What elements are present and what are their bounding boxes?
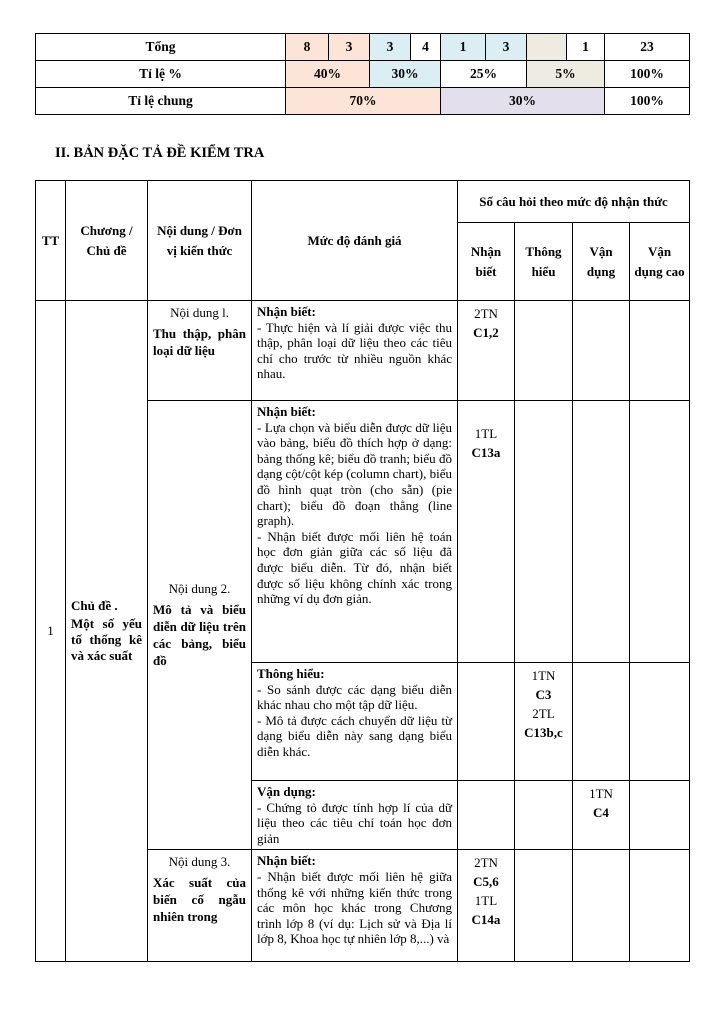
- count-van-dung-cao: [630, 850, 690, 962]
- spec-header-row-1: [36, 181, 690, 223]
- count-thong-hieu: [515, 850, 573, 962]
- noidung-1-intro: Nội dung l.: [170, 305, 229, 320]
- summary-cell: 100%: [605, 88, 690, 115]
- count-van-dung: [573, 663, 630, 781]
- count-type: 2TN: [474, 855, 498, 871]
- count-thong-hieu: [515, 663, 573, 781]
- count-van-dung: [573, 781, 630, 850]
- summary-cell: 30%: [370, 61, 441, 88]
- summary-table: [35, 33, 690, 115]
- summary-label-tong: Tổng: [36, 34, 286, 61]
- header-tt: TT: [36, 181, 66, 301]
- count-questions: C14a: [471, 911, 501, 927]
- count-van-dung-cao: [630, 781, 690, 850]
- summary-cell: [527, 34, 567, 61]
- assessment-para: - Nhận biết được mối liên hệ giữa thống kê với những kiến thức trong các môn học khác trong Chương trình lớp 8 (ví dụ: Lịch sử và Địa lí lớp 8, Khoa học tự nhiên lớp 8,...) và: [257, 868, 452, 947]
- count-type: 1TN: [589, 786, 613, 801]
- assessment-para: - Chứng tỏ được tính hợp lí của dữ liệu theo các tiêu chí toán học đơn giản: [257, 799, 452, 846]
- count-type: 2TL: [532, 705, 555, 721]
- count-questions: C3: [535, 686, 552, 702]
- noidung-3-intro: Nội dung 3.: [168, 854, 231, 870]
- spec-row-nd1-nhanbiet: [36, 301, 690, 401]
- summary-cell: 30%: [441, 88, 605, 115]
- header-noidung: Nội dung / Đơn vị kiến thức: [148, 181, 252, 301]
- summary-cell: 1: [441, 34, 486, 61]
- count-nhan-biet: [458, 663, 515, 781]
- summary-cell: 4: [411, 34, 441, 61]
- summary-cell: 23: [605, 34, 690, 61]
- count-van-dung: [573, 301, 630, 401]
- assessment-heading: Thông hiểu:: [257, 666, 325, 681]
- header-level-van-dung-cao: Vận dụng cao: [630, 223, 690, 301]
- header-level-thong-hieu: Thông hiểu: [515, 223, 573, 301]
- summary-cell: 1: [567, 34, 605, 61]
- count-type: 1TL: [474, 426, 498, 441]
- header-level-nhan-biet: Nhận biết: [458, 223, 515, 301]
- noidung-1-cell: [148, 301, 252, 401]
- assessment-para: - So sánh được các dạng biểu diễn khác nhau cho một tập dữ liệu.: [257, 681, 452, 713]
- noidung-2-cell: [148, 401, 252, 850]
- summary-label-tilechung: Tỉ lệ chung: [36, 88, 286, 115]
- count-thong-hieu: [515, 301, 573, 401]
- summary-cell: 3: [329, 34, 370, 61]
- chude-cell: [66, 301, 148, 962]
- chude-title: Một số yếu tố thống kê và xác suất: [71, 616, 142, 664]
- count-questions: C13b,c: [524, 724, 563, 740]
- assessment-cell: [252, 663, 458, 781]
- noidung-3-cell: [148, 850, 252, 962]
- summary-cell: 3: [486, 34, 527, 61]
- summary-cell: 40%: [286, 61, 370, 88]
- summary-row-tilechung: [36, 88, 690, 115]
- count-type: 2TN: [474, 306, 498, 321]
- summary-cell: 8: [286, 34, 329, 61]
- tt-value-cell: 1: [36, 301, 66, 962]
- assessment-para: - Lựa chọn và biểu diễn được dữ liệu vào bảng, biểu đồ thích hợp ở dạng: bảng thống kê; biểu đồ tranh; biểu đồ dạng cột/cột kép (column chart), biểu đồ hình quạt tròn (cho sẵn) (pie chart); biểu đồ đoạn thẳng (line graph).: [257, 419, 452, 529]
- header-chuong-chude: Chương / Chủ đề: [66, 181, 148, 301]
- count-van-dung: [573, 850, 630, 962]
- section-title: II. BẢN ĐẶC TẢ ĐỀ KIỂM TRA: [55, 145, 265, 161]
- chude-label: Chủ đề .: [71, 598, 118, 614]
- assessment-heading: Nhận biết:: [257, 404, 316, 419]
- summary-row-tong: [36, 34, 690, 61]
- assessment-heading: Nhận biết:: [257, 853, 316, 869]
- count-questions: C4: [593, 804, 609, 820]
- header-mucdo: Mức độ đánh giá: [252, 181, 458, 301]
- count-type: 1TL: [474, 893, 498, 909]
- noidung-3-title: Xác suất của biến cố ngẫu nhiên trong: [153, 875, 246, 925]
- assessment-heading: Nhận biết:: [257, 304, 316, 319]
- count-thong-hieu: [515, 401, 573, 663]
- count-van-dung-cao: [630, 663, 690, 781]
- count-nhan-biet: [458, 781, 515, 850]
- assessment-cell: [252, 301, 458, 401]
- count-type: 1TN: [531, 668, 556, 683]
- summary-cell: 100%: [605, 61, 690, 88]
- summary-cell: 70%: [286, 88, 441, 115]
- summary-cell: 3: [370, 34, 411, 61]
- count-nhan-biet: [458, 301, 515, 401]
- noidung-2-title: Mô tả và biểu diễn dữ liệu trên các bảng, biểu đồ: [153, 601, 246, 668]
- assessment-heading: Vận dụng:: [257, 784, 316, 799]
- count-van-dung: [573, 401, 630, 663]
- count-van-dung-cao: [630, 401, 690, 663]
- noidung-2-intro: Nội dung 2.: [168, 580, 231, 596]
- summary-row-tile: [36, 61, 690, 88]
- summary-cell: 25%: [441, 61, 527, 88]
- header-socauhoi: Số câu hỏi theo mức độ nhận thức: [458, 181, 690, 223]
- spec-table: [35, 180, 690, 962]
- count-nhan-biet: [458, 850, 515, 962]
- header-level-van-dung: Vận dụng: [573, 223, 630, 301]
- noidung-1-title: Thu thập, phân loại dữ liệu: [153, 326, 246, 358]
- count-questions: C1,2: [473, 324, 499, 340]
- summary-cell: 5%: [527, 61, 605, 88]
- count-questions: C5,6: [473, 874, 499, 890]
- count-van-dung-cao: [630, 301, 690, 401]
- count-questions: C13a: [471, 444, 501, 460]
- count-thong-hieu: [515, 781, 573, 850]
- count-nhan-biet: [458, 401, 515, 663]
- assessment-cell: [252, 401, 458, 663]
- assessment-para: - Thực hiện và lí giải được việc thu thập, phân loại dữ liệu theo các tiêu chí cho trước từ nhiều nguồn khác nhau.: [257, 319, 452, 382]
- summary-label-tile: Tỉ lệ %: [36, 61, 286, 88]
- assessment-cell: [252, 781, 458, 850]
- assessment-cell: [252, 850, 458, 962]
- assessment-para: - Mô tả được cách chuyển dữ liệu từ dạng biểu diễn này sang dạng biểu diễn khác.: [257, 712, 452, 759]
- assessment-para: - Nhận biết được mối liên hệ toán học đơn giản giữa các số liệu đã được biểu diễn. Từ đó, nhận biết được số liệu không chính xác trong những ví dụ đơn giản.: [257, 528, 452, 607]
